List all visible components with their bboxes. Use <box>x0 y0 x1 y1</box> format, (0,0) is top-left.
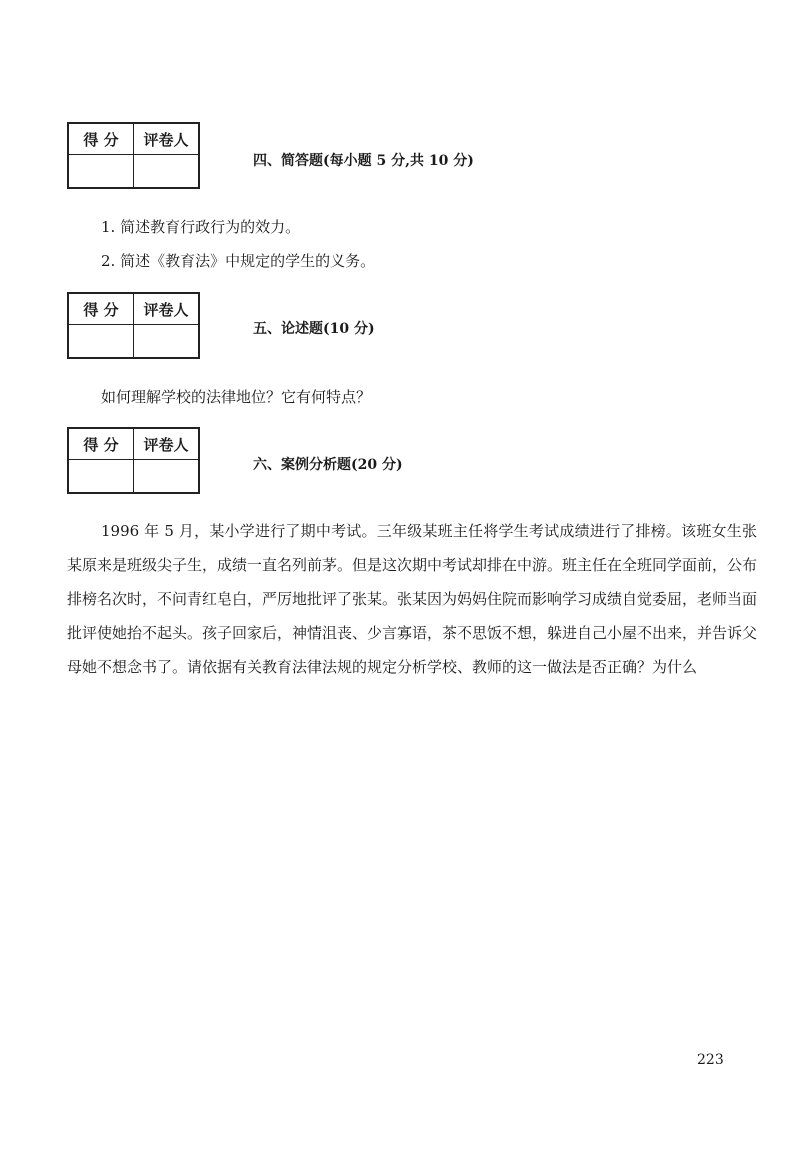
page-number: 223 <box>697 1052 724 1068</box>
section4-question-2: 2. 简述《教育法》中规定的学生的义务。 <box>101 252 376 270</box>
grader-label: 评卷人 <box>134 123 200 155</box>
section6-case-text: 1996 年 5 月，某小学进行了期中考试。三年级某班主任将学生考试成绩进行了排榜。该班女生张某原来是班级尖子生，成绩一直名列前茅。但是这次期中考试却排在中游。班主任在全班同学面前，公布排榜名次时，不问青红皂白，严厉地批评了张某。张某因为妈妈住院而影响学习成绩自觉委屈，老师当面批评使她抬不起头。孩子回家后，神情沮丧、少言寡语，茶不思饭不想，躲进自己小屋不出来，并告诉父母她不想念书了。请依据有关教育法律法规的规定分析学校、教师的这一做法是否正确？为什么 <box>67 522 758 676</box>
grader-label: 评卷人 <box>134 293 200 325</box>
score-label: 得 分 <box>68 428 134 460</box>
grader-cell[interactable] <box>134 155 200 189</box>
section6-title: 六、案例分析题(20 分) <box>253 457 403 473</box>
score-cell[interactable] <box>68 460 134 494</box>
score-cell[interactable] <box>68 325 134 359</box>
score-box-section5 <box>67 292 200 359</box>
section5-question: 如何理解学校的法律地位？它有何特点？ <box>101 388 372 406</box>
score-box-section6 <box>67 427 200 494</box>
grader-cell[interactable] <box>134 460 200 494</box>
section5-title: 五、论述题(10 分) <box>253 321 375 337</box>
section4-question-1: 1. 简述教育行政行为的效力。 <box>101 218 301 236</box>
score-label: 得 分 <box>68 293 134 325</box>
score-cell[interactable] <box>68 155 134 189</box>
score-box-section4 <box>67 122 200 189</box>
grader-cell[interactable] <box>134 325 200 359</box>
section4-title: 四、简答题(每小题 5 分,共 10 分) <box>253 153 474 169</box>
score-label: 得 分 <box>68 123 134 155</box>
grader-label: 评卷人 <box>134 428 200 460</box>
